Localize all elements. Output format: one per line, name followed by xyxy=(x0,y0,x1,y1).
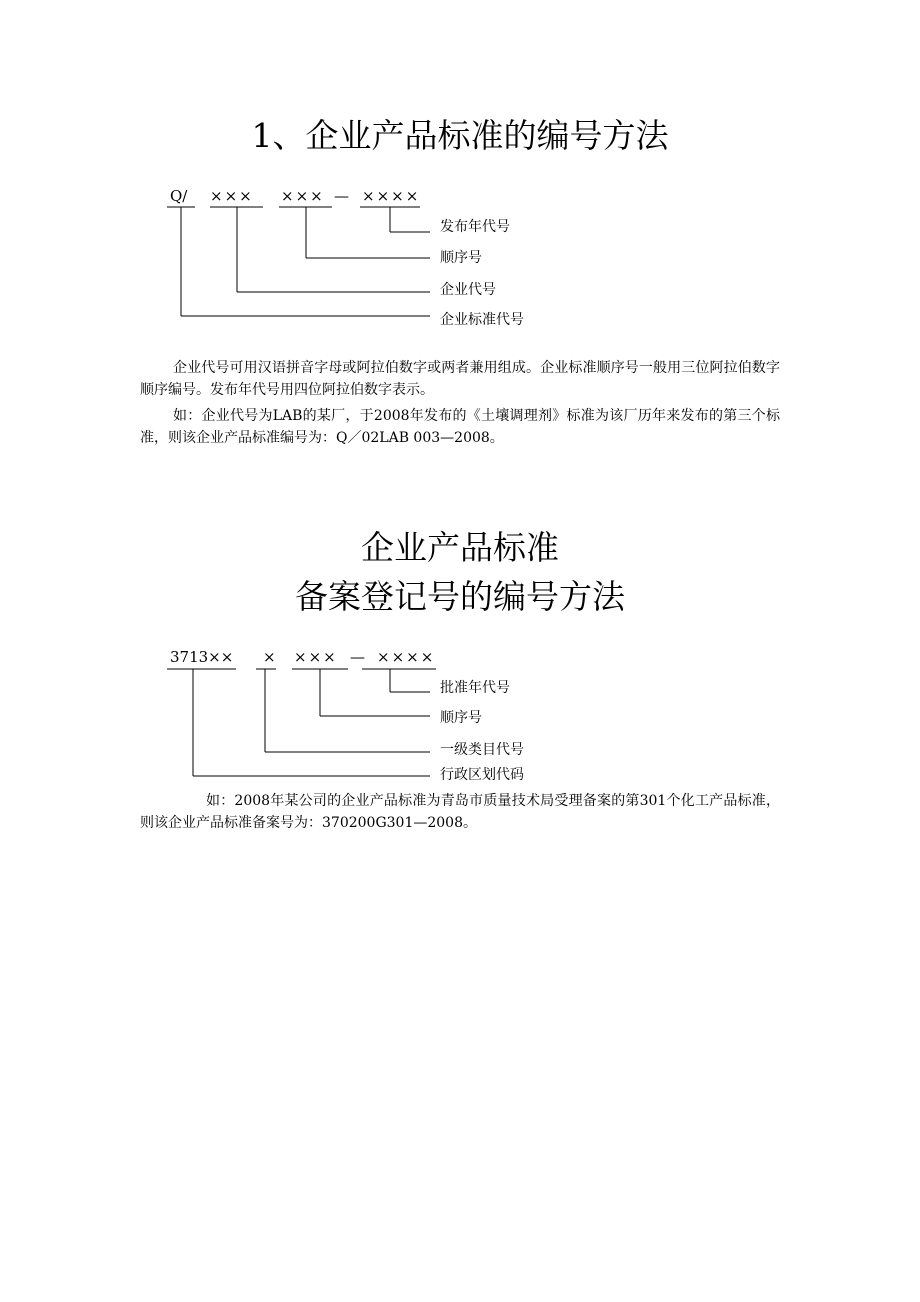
code-dash-2: — xyxy=(350,648,365,666)
label-standard-code: 企业标准代号 xyxy=(440,312,524,328)
label-release-year: 发布年代号 xyxy=(440,219,510,235)
label-approval-year: 批准年代号 xyxy=(440,680,510,696)
label-region-code: 行政区划代码 xyxy=(440,767,524,783)
label-sequence-2: 顺序号 xyxy=(440,710,482,726)
code-dash: — xyxy=(334,187,349,205)
label-category-code: 一级类目代号 xyxy=(440,742,524,758)
code-sequence-2: ××× xyxy=(294,648,338,666)
section1-paragraph-2: 如：企业代号为LAB的某厂，于2008年发布的《土壤调理剂》标准为该厂历年来发布的第三个标准，则该企业产品标准编号为：Q／02LAB 003—2008。 xyxy=(140,408,780,446)
code-year-2: ×××× xyxy=(377,648,436,666)
section2-paragraph: 如：2008年某公司的企业产品标准为青岛市质量技术局受理备案的第301个化工产品标准，则该企业产品标准备案号为：370200G301—2008。 xyxy=(140,793,780,831)
code-category: × xyxy=(263,648,276,666)
code-enterprise: ××× xyxy=(210,187,254,205)
section2-title-line2: 备案登记号的编号方法 xyxy=(295,577,625,616)
code-region: 3713×× xyxy=(170,648,234,666)
code-prefix: Q/ xyxy=(170,187,188,205)
code-sequence: ××× xyxy=(281,187,325,205)
section2-title-line1: 企业产品标准 xyxy=(361,528,559,567)
label-sequence: 顺序号 xyxy=(440,250,482,266)
section1-paragraph-1: 企业代号可用汉语拼音字母或阿拉伯数字或两者兼用组成。企业标准顺序号一般用三位阿拉伯数字顺序编号。发布年代号用四位阿拉伯数字表示。 xyxy=(140,360,780,398)
section1-title: 1、企业产品标准的编号方法 xyxy=(251,116,669,155)
code-year: ×××× xyxy=(362,187,421,205)
label-enterprise-code: 企业代号 xyxy=(440,282,496,298)
